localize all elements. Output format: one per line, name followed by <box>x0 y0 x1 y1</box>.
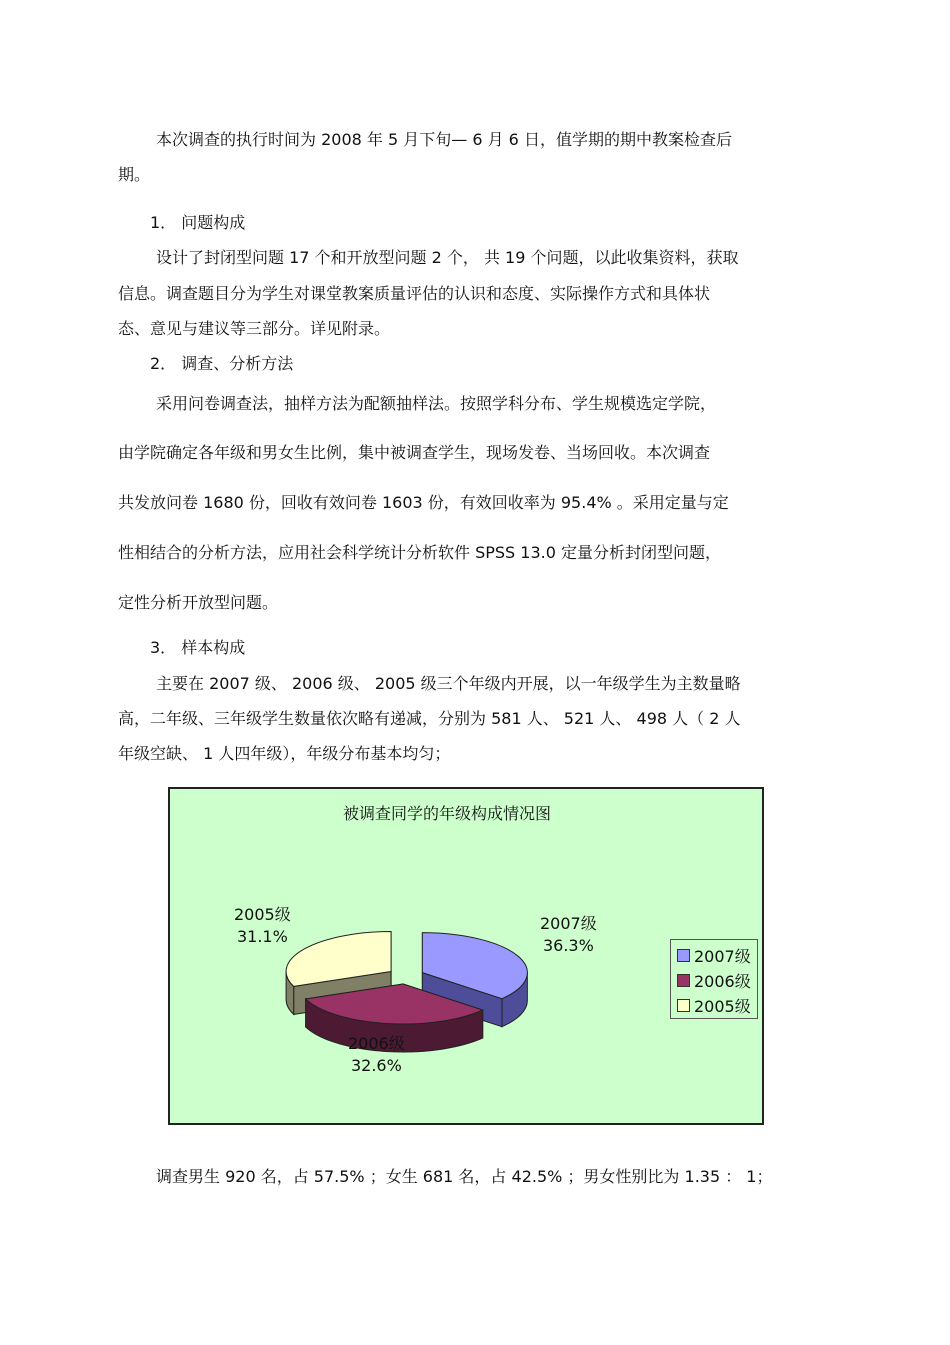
paragraph-line: 由学院确定各年级和男女生比例，集中被调查学生，现场发卷、当场回收。本次调查 <box>118 443 711 462</box>
slice-label-2006-value: 32.6% <box>350 1056 402 1075</box>
legend-swatch-2005 <box>677 999 690 1012</box>
paragraph-line: 采用问卷调查法，抽样方法为配额抽样法。按照学科分布、学生规模选定学院， <box>156 394 717 413</box>
paragraph-line: 调查男生 920 名，占 57.5% ；女生 681 名，占 42.5% ；男女性别比为 1.35 ： 1； <box>156 1167 773 1186</box>
pie-chart <box>168 787 764 1125</box>
legend-item-2005 <box>677 993 757 1018</box>
section-heading: 1． 问题构成 <box>150 213 246 232</box>
chart-title: 被调查同学的年级构成情况图 <box>342 804 551 823</box>
paragraph-line: 共发放问卷 1680 份，回收有效问卷 1603 份，有效回收率为 95.4% 。采用定量与定 <box>118 493 729 512</box>
slice-label-2006 <box>348 1033 405 1077</box>
paragraph-line: 信息。调查题目分为学生对课堂教案质量评估的认识和态度、实际操作方式和具体状 <box>118 284 711 303</box>
legend-label-2005: 2005级 <box>694 997 751 1016</box>
paragraph-line: 主要在 2007 级、 2006 级、 2005 级三个年级内开展，以一年级学生为主数量略 <box>156 674 741 693</box>
legend-label-2007: 2007级 <box>694 947 751 966</box>
section-heading: 2． 调查、分析方法 <box>150 354 294 373</box>
slice-label-2007-category: 2007级 <box>540 914 597 933</box>
slice-label-2007 <box>540 913 597 957</box>
paragraph-line: 期。 <box>118 165 151 184</box>
slice-label-2005-value: 31.1% <box>236 927 288 946</box>
paragraph-line: 本次调查的执行时间为 2008 年 5 月下旬— 6 月 6 日，值学期的期中教案检查后 <box>156 130 732 149</box>
legend-swatch-2007 <box>677 949 690 962</box>
paragraph-line: 设计了封闭型问题 17 个和开放型问题 2 个， 共 19 个问题，以此收集资料，获取 <box>156 248 739 267</box>
slice-label-2007-value: 36.3% <box>542 936 594 955</box>
chart-legend <box>670 939 758 1019</box>
slice-label-2005 <box>234 904 291 948</box>
legend-item-2006 <box>677 968 757 993</box>
legend-label-2006: 2006级 <box>694 972 751 991</box>
paragraph-line: 年级空缺、 1 人四年级），年级分布基本均匀； <box>118 744 451 763</box>
paragraph-line: 性相结合的分析方法，应用社会科学统计分析软件 SPSS 13.0 定量分析封闭型问题， <box>118 543 722 562</box>
legend-swatch-2006 <box>677 974 690 987</box>
slice-label-2005-category: 2005级 <box>234 905 291 924</box>
slice-label-2006-category: 2006级 <box>348 1034 405 1053</box>
paragraph-line: 定性分析开放型问题。 <box>118 593 279 612</box>
legend-item-2007 <box>677 943 757 968</box>
section-heading: 3． 样本构成 <box>150 638 246 657</box>
paragraph-line: 高，二年级、三年级学生数量依次略有递减，分别为 581 人、 521 人、 498 人（ 2 人 <box>118 709 741 728</box>
paragraph-line: 态、意见与建议等三部分。详见附录。 <box>118 319 391 338</box>
